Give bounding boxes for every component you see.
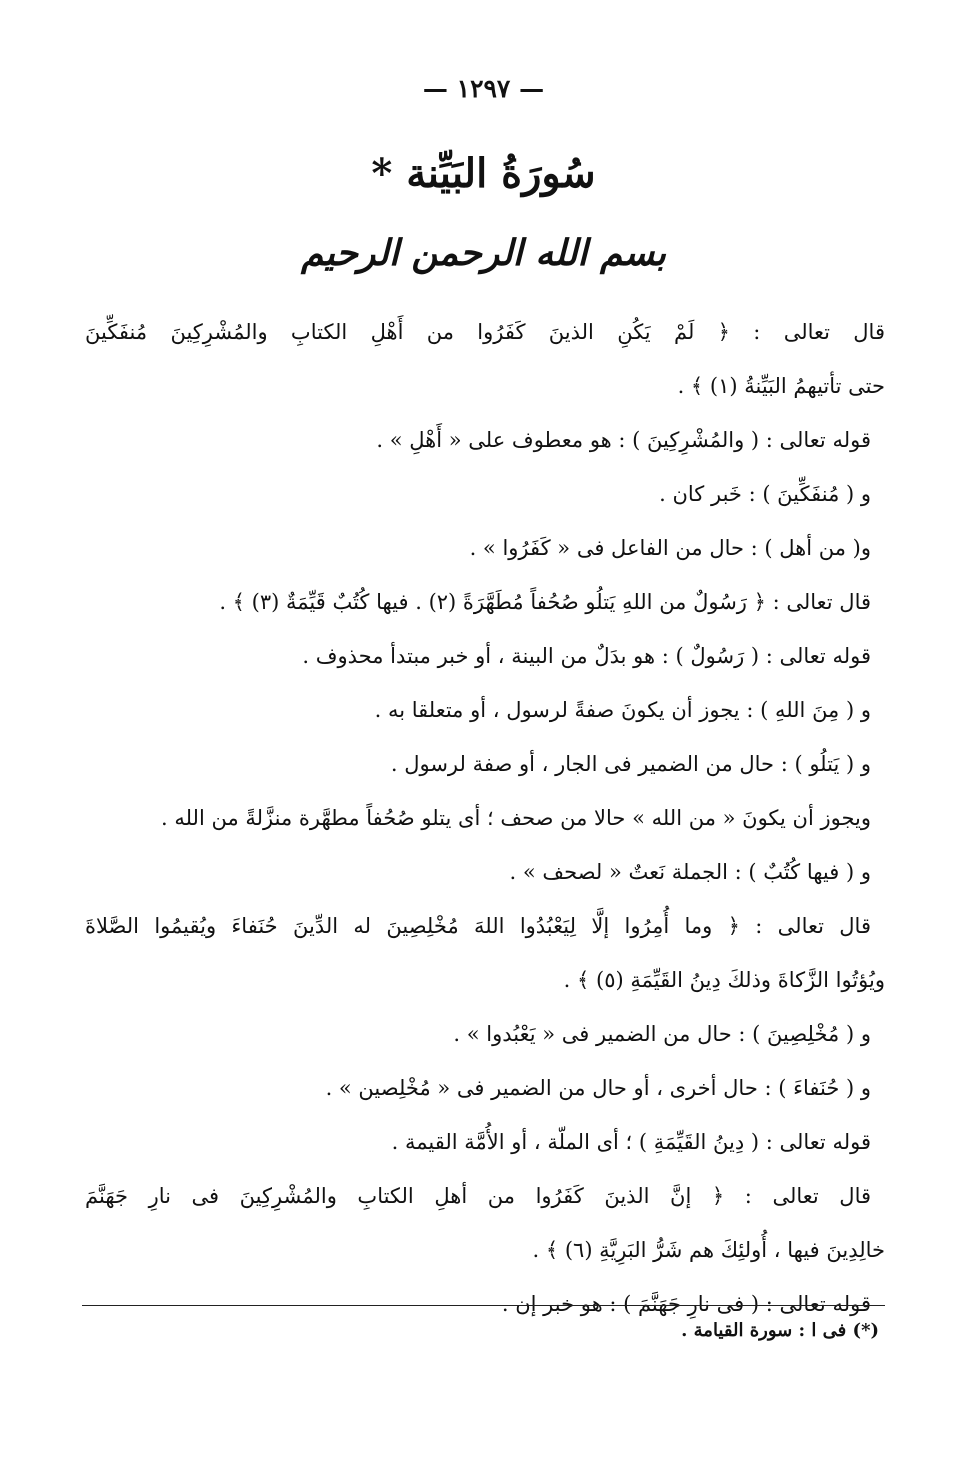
basmala: بسم الله الرحمن الرحيم [300,232,667,274]
footnote: (*) فى ا : سورة القيامة . [681,1320,879,1341]
text-line: و ( يَتلُو ) : حال من الضمير فى الجار ، أو صفة لرسول . [390,752,871,776]
text-line: قال تعالى : ﴿ إنَّ الذينَ كَفَرُوا من أهلِ الكتابِ والمُشْرِكِينَ فى نارِ جَهَنَّمَ [85,1184,871,1208]
footnote-divider [82,1305,885,1306]
text-line: قوله تعالى : ( فى نارِ جَهَنَّمَ ) : هو خبر إن . [501,1292,871,1316]
page-number: — ١٢٩٧ — [422,74,545,103]
text-line: و ( مِنَ اللهِ ) : يجوز أن يكونَ صفةً لرسول ، أو متعلقا به . [374,698,871,722]
text-line: حتى تأتيهمُ البَيِّنةُ (١) ﴾ . [677,374,885,398]
text-line: قوله تعالى : ( دِينُ القَيِّمَةِ ) ؛ أى الملّة ، أو الأُمَّة القيمة . [391,1130,871,1154]
surah-title: سُورَةُ البَيِّنة * [371,150,596,197]
text-line: خالِدِينَ فيها ، أُولئِكَ هم شَرُّ البَرِيَّةِ (٦) ﴾ . [532,1238,885,1262]
body-text [85,306,885,1332]
text-line: و( من أهل ) : حال من الفاعل فى « كَفَرُوا » . [469,536,871,560]
text-line: و ( حُنَفاءَ ) : حال أخرى ، أو حال من الضمير فى « مُخْلِصين » . [325,1076,871,1100]
text-line: قال تعالى : ﴿ لَمْ يَكُنِ الذينَ كَفَرُوا من أَهْلِ الكتابِ والمُشْرِكِينَ مُنفَكِّينَ [85,320,885,344]
text-line: و ( فيها كُتُبٌ ) : الجملة نَعتٌ « لصحف » . [509,860,871,884]
text-line: و ( مُنفَكِّينَ ) : خَبر كان . [659,482,871,506]
text-line: ويجوز أن يكونَ « من الله » حالا من صحف ؛ أى يتلو صُحُفاً مطهَّرة منزَّلةً من الله . [160,806,871,830]
text-line: قوله تعالى : ( والمُشْرِكِينَ ) : هو معطوف على « أَهْلِ » . [376,428,871,452]
text-line: قال تعالى : ﴿ وما أُمِرُوا إلَّا لِيَعْبُدُوا اللهَ مُخْلِصِينَ له الدِّينَ حُنَفاءَ ويُقيمُوا الصَّلاةَ [85,914,871,938]
text-line: ويُؤتُوا الزَّكاةَ وذلكَ دِينُ القَيِّمَةِ (٥) ﴾ . [563,968,885,992]
text-line: و ( مُخْلِصِينَ ) : حال من الضمير فى « يَعْبُدوا » . [453,1022,871,1046]
text-line: قوله تعالى : ( رَسُولٌ ) : هو بدَلٌ من البينة ، أو خبر مبتدأ محذوف . [302,644,871,668]
text-line: قال تعالى : ﴿ رَسُولٌ من اللهِ يَتلُو صُحُفاً مُطَهَّرَةً (٢) . فيها كُتُبٌ قَيِّمَةٌ (٣) ﴾ . [219,590,871,614]
